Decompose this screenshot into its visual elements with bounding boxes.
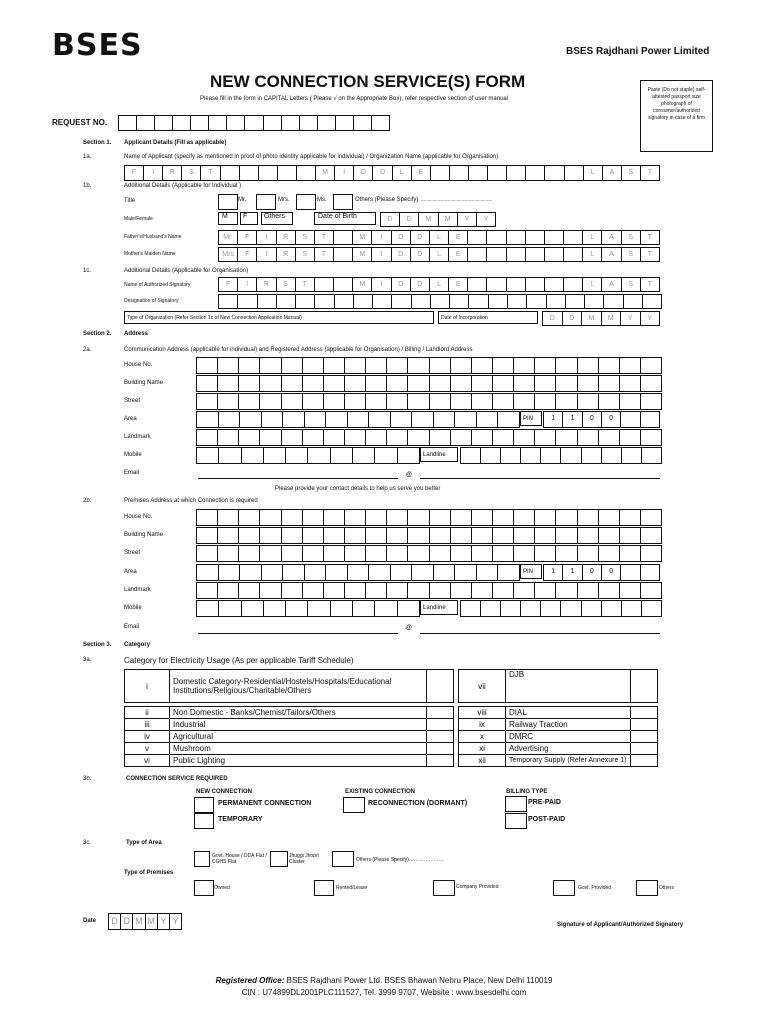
request-label: REQUEST NO. (52, 118, 108, 127)
landmark-label-b: Landmark (124, 587, 151, 593)
area-boxes-a[interactable] (196, 411, 520, 428)
landmark-boxes-b[interactable] (196, 582, 662, 599)
landmark-label-a: Landmark (124, 434, 151, 440)
street-boxes-b[interactable] (196, 545, 662, 562)
others-area-checkbox[interactable] (332, 851, 354, 867)
jhuggi-checkbox[interactable] (270, 851, 288, 867)
area-boxes-b[interactable] (196, 564, 520, 581)
reg-text: BSES Rajdhani Power Ltd. BSES Bhawan Nehru Place, New Delhi 110019 (286, 976, 553, 985)
section2-num: Section 2. (83, 331, 112, 337)
email-user-line-a[interactable] (198, 478, 398, 479)
landline-boxes-a[interactable] (460, 447, 662, 464)
mother-label: Mother's Maiden Name (124, 251, 176, 257)
permanent-label: PERMANENT CONNECTION (218, 800, 312, 807)
category-row[interactable]: v Mushroom (125, 743, 454, 755)
temporary-label: TEMPORARY (218, 816, 263, 823)
landmark-boxes-a[interactable] (196, 429, 662, 446)
company-name: BSES Rajdhani Power Limited (566, 46, 710, 57)
category-row[interactable]: xii Temporary Supply (Refer Annexure 1) (459, 755, 658, 767)
photo-note: Paste (Do not staple) self-attested passport size photograph of consumer/authorized signatory in case of a firm (647, 87, 706, 121)
landline-label-b: Landline (420, 600, 458, 615)
postpaid-label: POST-PAID (528, 816, 566, 823)
auth-sig-boxes[interactable]: F I R S T M I D D L E L A S T (218, 277, 660, 292)
building-label-a: Building Name (124, 380, 164, 386)
category-row[interactable]: xi Advertising (459, 743, 658, 755)
others-specify-label: Others (Please Specify) ……………………………… (355, 197, 493, 203)
cin-line: CIN : U74899DL2001PLC111527, Tel. 3999 9707, Website : www.bsesdelhi.com (241, 988, 527, 997)
email-at-a: @ (406, 472, 412, 478)
n1b: 1b. (83, 183, 92, 189)
company-label: Company Provided (456, 884, 499, 890)
email-at-b: @ (406, 625, 412, 631)
section1-heading: Applicant Details (Fill as applicable) (124, 140, 227, 146)
category-row[interactable]: i Domestic Category-Residential/Hostels/Hospitals/Educational Institutions/Religious/Charitable/Others (125, 670, 454, 703)
building-boxes-a[interactable] (196, 375, 662, 392)
pin-boxes-a[interactable]: 1 1 0 0 (543, 411, 660, 428)
email-domain-line-b[interactable] (420, 633, 660, 634)
email-label-b: Email (124, 624, 140, 630)
right-category-table (458, 669, 658, 767)
section2-heading: Address (124, 331, 149, 337)
bses-logo: BSES (52, 28, 143, 63)
signature-label: Signature of Applicant/Authorized Signatory (557, 922, 684, 928)
category-row[interactable]: ii Non Domestic - Banks/Chemist/Tailors/Others (125, 707, 454, 719)
others-area-label: Others (Please Specify)………………… (356, 857, 444, 863)
category-row[interactable]: viii DIAL (459, 707, 658, 719)
pin-boxes-b[interactable]: 1 1 0 0 (543, 564, 660, 581)
male-female-label: Male/Female (124, 216, 153, 222)
mobile-label-b: Mobile (124, 605, 142, 611)
category-row[interactable]: vi Public Lighting (125, 755, 454, 767)
rented-label: Rented/Lease (336, 885, 368, 891)
reconnection-checkbox[interactable] (343, 797, 365, 813)
email-domain-line-a[interactable] (420, 478, 660, 479)
area-label-a: Area (124, 416, 137, 422)
title-label: Title (124, 198, 136, 204)
pin-label-a: PIN (520, 411, 542, 426)
govt-provided-checkbox[interactable] (553, 880, 575, 896)
mobile-boxes-a[interactable] (196, 447, 420, 464)
date-boxes[interactable]: D D M M Y Y (108, 913, 182, 930)
house-label-b: House No. (124, 514, 153, 520)
pin-label-b: PIN (520, 564, 542, 579)
incorp-date-boxes[interactable]: D D M M Y Y (542, 311, 660, 326)
ms-checkbox[interactable] (296, 194, 316, 210)
n1c: 1c. (83, 268, 92, 274)
category-row[interactable]: ix Railway Traction (459, 719, 658, 731)
section3-num: Section 3. (83, 642, 112, 648)
n2a: 2a. (83, 347, 92, 353)
others-title-checkbox[interactable] (333, 194, 353, 210)
street-boxes-a[interactable] (196, 393, 662, 410)
building-boxes-b[interactable] (196, 527, 662, 544)
n3a: 3a. (83, 657, 92, 663)
other-gender-checkbox[interactable]: Others (261, 212, 293, 225)
incorp-label-box: Date of Incorporation (438, 311, 538, 324)
left-category-table (124, 669, 454, 767)
category-row[interactable]: iv Agricultural (125, 731, 454, 743)
n2b: 2b. (83, 498, 92, 504)
reconnection-label: RECONNECTION (DORMANT) (368, 800, 468, 807)
male-checkbox[interactable]: M (218, 212, 238, 225)
section1-num: Section 1. (83, 140, 112, 146)
org-label: Additional Details (Applicable for Organisation) (124, 268, 249, 274)
mobile-label-a: Mobile (124, 452, 142, 458)
name-label: Name of Applicant (specify as mentioned in proof of photo identity applicable for individual) / Organization Name (applicable for Organisation) (124, 154, 499, 160)
rented-checkbox[interactable] (314, 880, 334, 896)
ms-label: Ms. (317, 197, 327, 203)
n3b: 3b. (83, 776, 92, 782)
form-title: NEW CONNECTION SERVICE(S) FORM (210, 72, 526, 91)
designation-boxes[interactable] (218, 294, 662, 309)
dob-boxes[interactable]: D D M M Y Y (380, 212, 496, 227)
premises-type-label: Type of Premises (124, 870, 174, 876)
category-row[interactable]: iii Industrial (125, 719, 454, 731)
govt-house-checkbox[interactable] (194, 851, 210, 867)
owned-label: Owned (214, 885, 230, 891)
owned-checkbox[interactable] (194, 880, 214, 896)
auth-sig-label: Name of Authorized Signatory (124, 282, 191, 288)
area-type-label: Type of Area (126, 840, 162, 846)
postpaid-checkbox[interactable] (505, 813, 527, 829)
mrs-label: Mrs. (278, 197, 290, 203)
org-type-field[interactable]: Type of Organization (Refer Section 1c of New Connection Application Manual) (124, 311, 434, 324)
dob-label-box: Date of Birth (314, 212, 376, 225)
service-required-label: CONNECTION SERVICE REQUIRED (126, 776, 228, 782)
applicant-name-boxes[interactable]: F I R S T M I D D L E L A S T (124, 165, 660, 181)
billing-type-label: BILLING TYPE (506, 789, 548, 795)
permanent-checkbox[interactable] (194, 797, 214, 813)
category-row[interactable]: vii DJB (459, 670, 658, 703)
building-label-b: Building Name (124, 532, 164, 538)
landline-label-a: Landline (420, 447, 458, 462)
individual-label: Additional Details (Applicable for Individual ) (124, 183, 242, 189)
temporary-checkbox[interactable] (194, 813, 214, 829)
form-instruction: Please fill in the form in CAPITAL Letters ( Please √ on the Appropriate Box), refer respective section of user manual (200, 96, 509, 102)
category-row[interactable]: x DMRC (459, 731, 658, 743)
landline-boxes-b[interactable] (460, 600, 662, 617)
jhuggi-label: Jhuggi Jhopri Cluster (289, 853, 319, 865)
father-label: Father's/Husband's Name (124, 234, 182, 240)
street-label-a: Street (124, 398, 141, 404)
govt-house-label: Govt. House / DDA Flat / CGHS Flat (212, 853, 267, 865)
premises-address-label: Premises Address at which Connection is required (124, 498, 258, 504)
street-label-b: Street (124, 550, 141, 556)
email-label-a: Email (124, 470, 140, 476)
contact-note: Please provide your contact details to help us serve you better (275, 486, 441, 492)
prepaid-label: PRE-PAID (528, 799, 561, 806)
existing-connection-label: EXISTING CONNECTION (345, 789, 416, 795)
others-prem-checkbox[interactable] (636, 880, 658, 896)
prepaid-checkbox[interactable] (505, 796, 527, 812)
company-checkbox[interactable] (433, 880, 455, 896)
designation-label: Designation of Signatory (124, 298, 179, 304)
reg-label: Registered Office: (215, 976, 285, 985)
house-no-boxes-a[interactable] (196, 357, 662, 374)
house-label-a: House No. (124, 362, 153, 368)
photo-box[interactable] (640, 80, 713, 152)
house-no-boxes-b[interactable] (196, 509, 662, 526)
request-no-boxes[interactable] (118, 115, 390, 131)
female-checkbox[interactable]: F (240, 212, 258, 225)
govt-provided-label: Govt. Provided (578, 885, 612, 891)
section3-heading: Category (124, 642, 151, 648)
email-user-line-b[interactable] (198, 633, 398, 634)
mrs-checkbox[interactable] (256, 194, 276, 210)
usage-label: Category for Electricity Usage (As per applicable Tariff Schedule) (124, 656, 354, 665)
mobile-boxes-b[interactable] (196, 600, 420, 617)
mr-label: Mr. (238, 197, 247, 203)
n1a: 1a. (83, 154, 92, 160)
mr-checkbox[interactable] (218, 194, 238, 210)
new-connection-label: NEW CONNECTION (196, 789, 252, 795)
father-name-boxes[interactable]: Mr. F I R S T M I D D L E L A S T (218, 230, 660, 245)
comm-address-label: Communication Address (applicable for individual) and Registered Address (applicable for Organisation) / Billing / Landlord Address (124, 347, 473, 353)
area-label-b: Area (124, 569, 137, 575)
mother-name-boxes[interactable]: Mrs F I R S T M I D D L E L A S T (218, 247, 660, 262)
date-label: Date (83, 918, 97, 924)
others-prem-label: Others (659, 885, 675, 891)
registered-office (0, 976, 768, 985)
n3c: 3c. (83, 840, 92, 846)
